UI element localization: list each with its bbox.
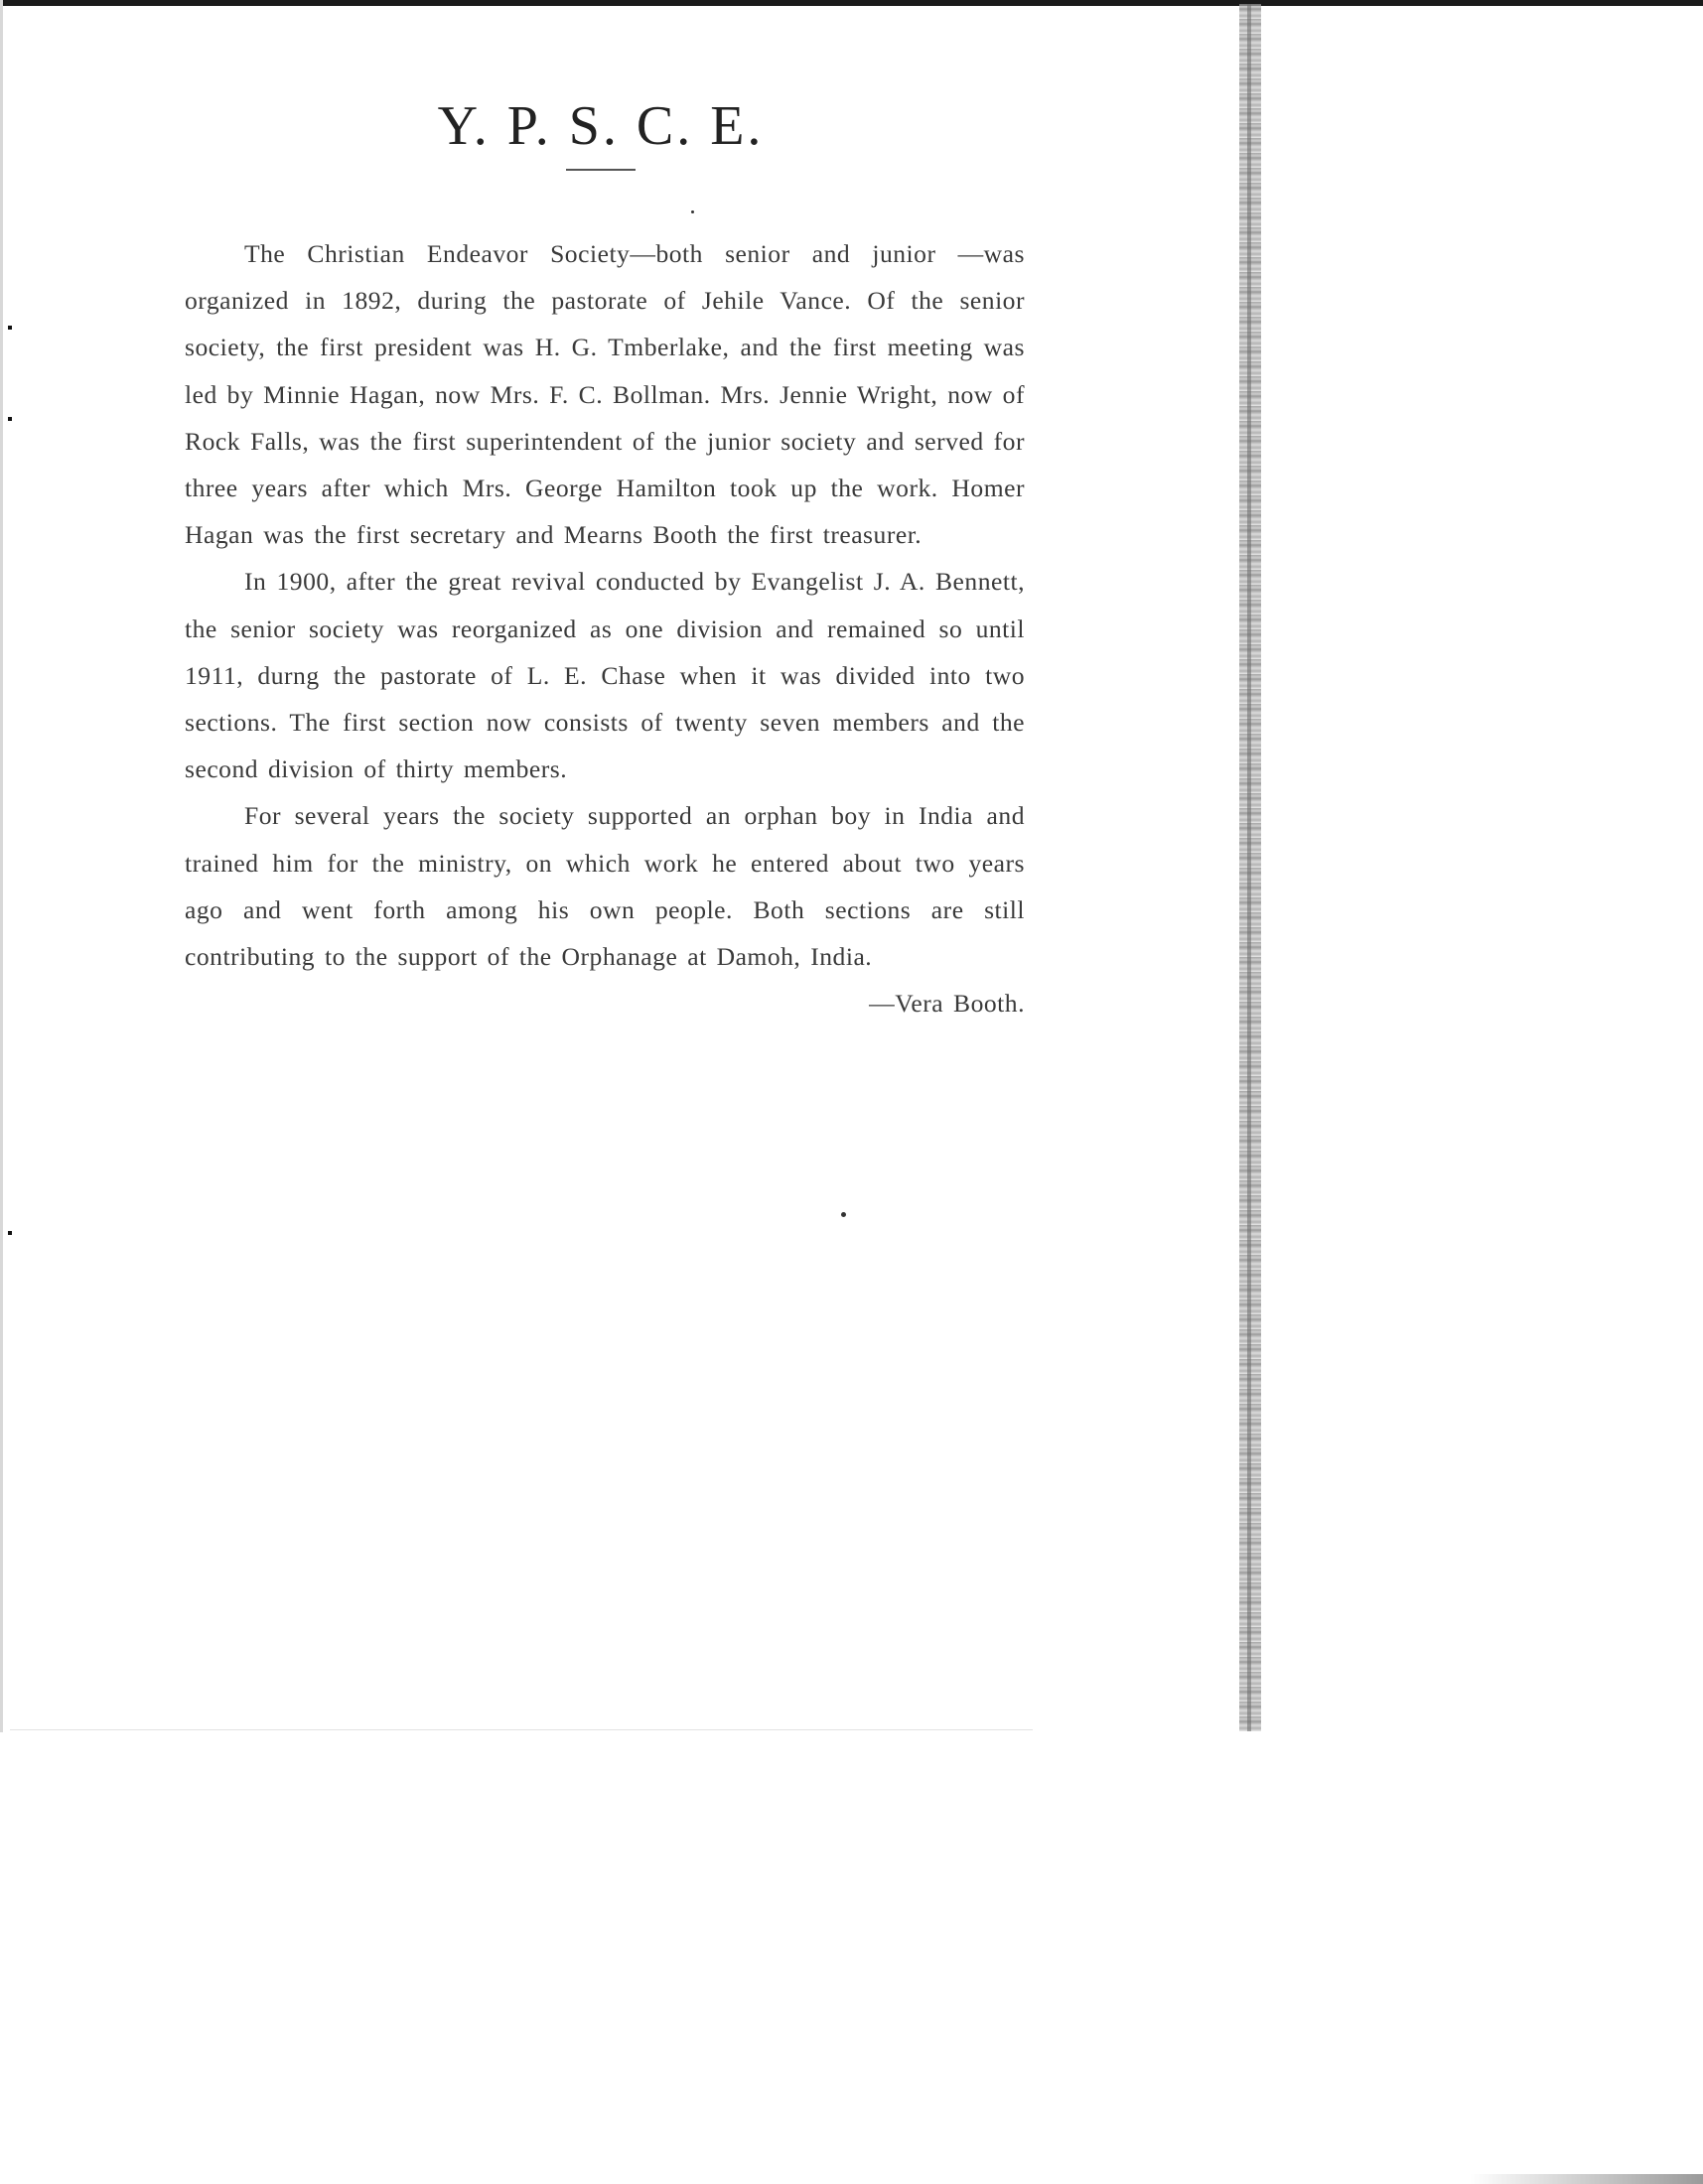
page-title: Y. P. S. C. E. <box>437 95 765 157</box>
title-rule <box>566 169 636 171</box>
speck-mark <box>691 210 694 213</box>
page-bottom-edge <box>10 1729 1033 1730</box>
end-mark <box>841 1212 846 1217</box>
scan-bottom-shadow <box>1470 2174 1703 2184</box>
paragraph-2: In 1900, after the great revival conducted by Evangelist J. A. Bennett, the senior society was reorganized as one division and remained so until 1911, durng the pastorate of L. E. Chase when it was divided into two sections. The first section now consists of twenty seven members and the second division of thirty members. <box>185 567 1025 784</box>
margin-mark <box>8 417 12 421</box>
margin-mark <box>8 326 12 330</box>
page-edge-shadow <box>1247 4 1251 1731</box>
author-signature: —Vera Booth. <box>869 989 1025 1019</box>
scan-border-left <box>0 0 3 1732</box>
paragraph-3-text: For several years the society supported an orphan boy in India and trained him for the ministry, on which work he entered about two years ago and went forth among his own people. Both sections are still contributing to the support of the Orphanage at Damoh, India. <box>185 801 1025 972</box>
article-body <box>185 230 1025 1026</box>
paragraph-3 <box>185 792 1025 1019</box>
paragraph-1: The Christian Endeavor Society—both senior and junior —was organized in 1892, during the pastorate of Jehile Vance. Of the senior society, the first president was H. G. Tmberlake, and the first meeting was led by Minnie Hagan, now Mrs. F. C. Bollman. Mrs. Jennie Wright, now of Rock Falls, was the first superintendent of the junior society and served for three years after which Mrs. George Hamilton took up the work. Homer Hagan was the first secretary and Mearns Booth the first treasurer. <box>185 239 1025 550</box>
scan-border-top <box>0 0 1703 6</box>
margin-mark <box>8 1231 12 1235</box>
